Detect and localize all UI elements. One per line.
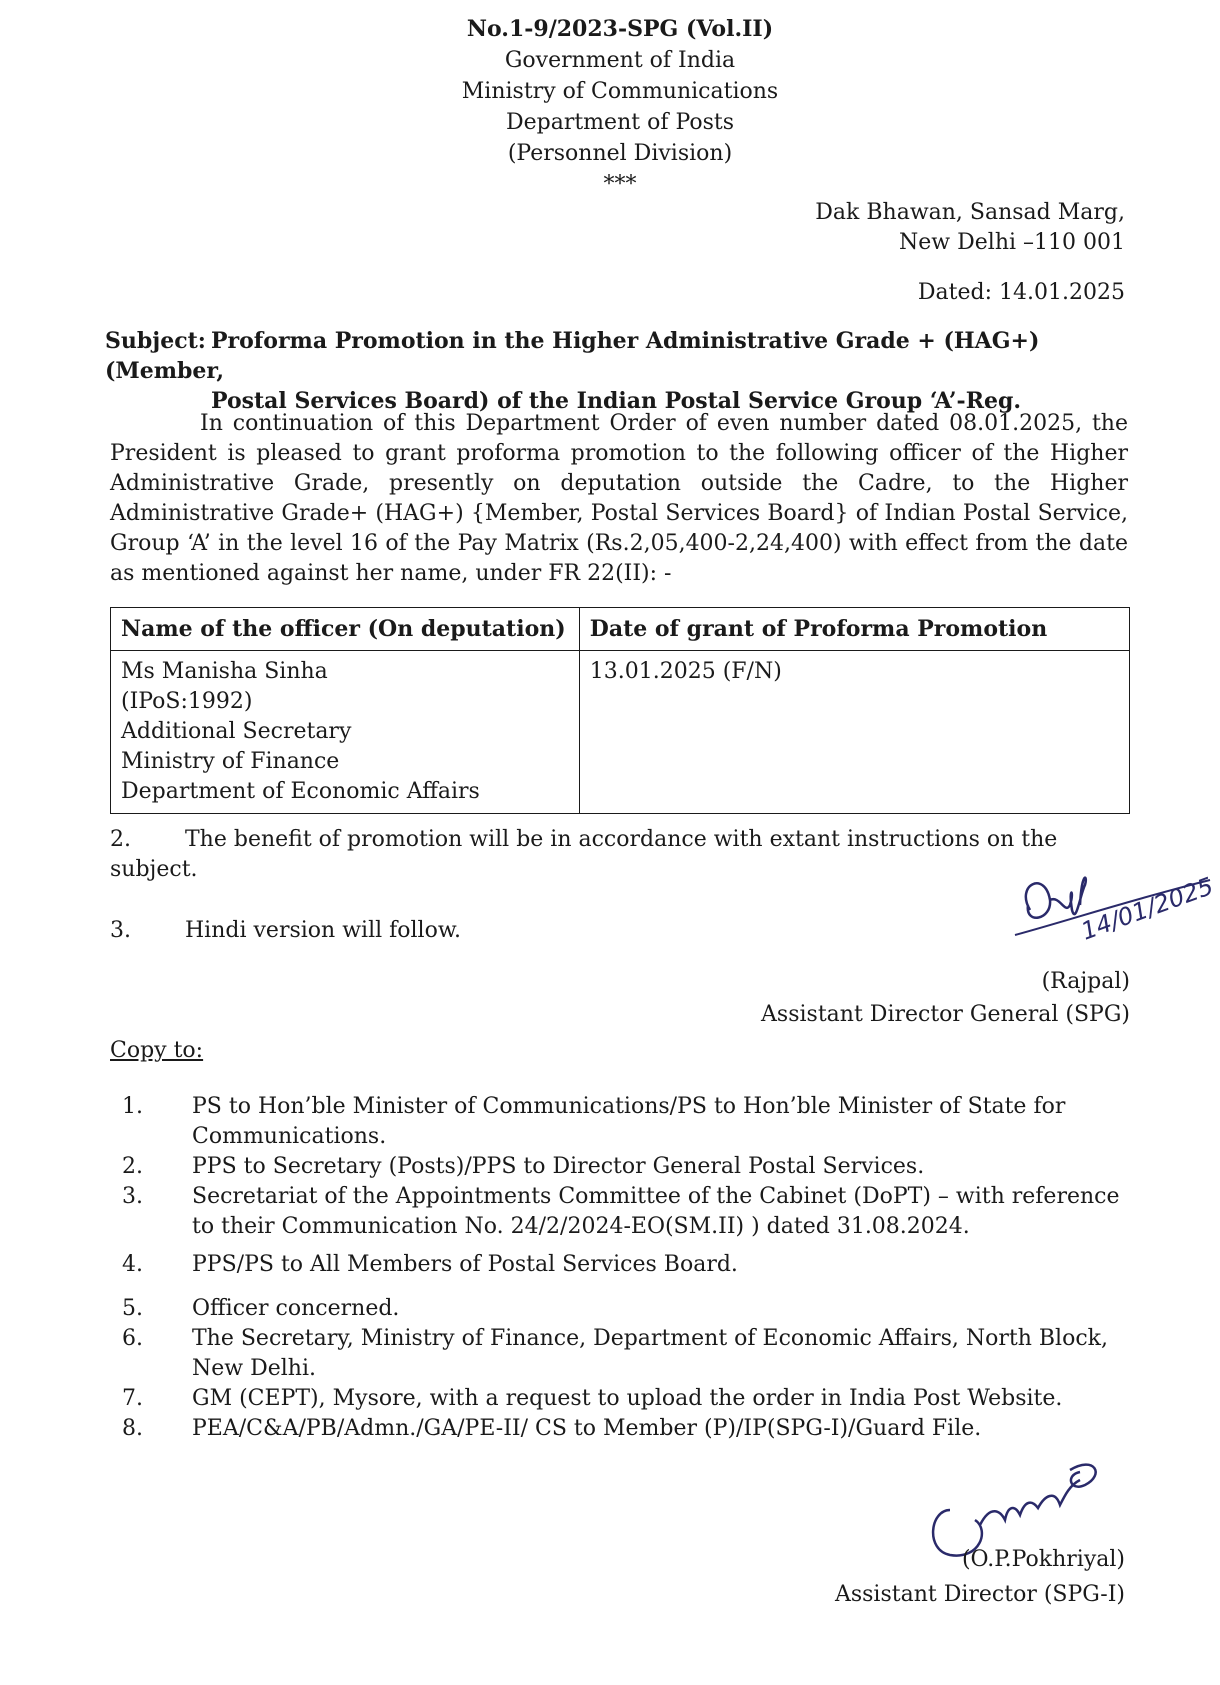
officer-details [111, 651, 580, 814]
paragraph-2-text: The benefit of promotion will be in accordance with extant instructions on the subject. [110, 827, 1058, 882]
officer-post: Additional Secretary [121, 719, 352, 744]
header-ministry: Ministry of Communications [461, 79, 779, 104]
address-line-2: New Delhi –110 001 [899, 230, 1125, 255]
office-address [660, 198, 1125, 258]
copy-list [110, 1092, 1130, 1444]
list-item-text: PS to Hon’ble Minister of Communications/PS to Hon’ble Minister of State for Communications. [192, 1094, 1066, 1149]
file-number: No.1-9/2023-SPG (Vol.II) [466, 16, 774, 42]
paragraph-2 [110, 825, 1110, 885]
officer-name: Ms Manisha Sinha [121, 659, 328, 684]
signature-date: 14/01/2025 [1077, 872, 1218, 946]
signatory-2-name: (O.P.Pokhriyal) [961, 1547, 1125, 1572]
list-item [110, 1414, 1130, 1444]
col-officer-header: Name of the officer (On deputation) [111, 608, 580, 651]
list-item [110, 1384, 1130, 1414]
header-government: Government of India [504, 48, 736, 73]
list-item [110, 1294, 1130, 1324]
col-date-header: Date of grant of Proforma Promotion [579, 608, 1129, 651]
list-item [110, 1324, 1130, 1384]
paragraph-3-text: Hindi version will follow. [185, 918, 462, 943]
promotion-date: 13.01.2025 (F/N) [579, 651, 1129, 814]
copy-to-label: Copy to: [110, 1038, 204, 1063]
officer-table [110, 607, 1130, 814]
list-item-text: Secretariat of the Appointments Committee of the Cabinet (DoPT) – with reference to their Communication No. 24/2/2024-EO(SM.II) ) dated 31.08.2024. [192, 1184, 1120, 1239]
list-item [110, 1152, 1130, 1182]
list-item-number: 5. [122, 1296, 143, 1321]
table-header-row [111, 608, 1130, 651]
paragraph-3 [110, 916, 710, 946]
signatory-1-name: (Rajpal) [1041, 969, 1130, 994]
list-item-text: PEA/C&A/PB/Admn./GA/PE-II/ CS to Member (P)/IP(SPG-I)/Guard File. [192, 1416, 982, 1441]
list-item-number: 6. [122, 1326, 143, 1351]
signatory-1-designation: Assistant Director General (SPG) [761, 1002, 1130, 1027]
list-item-text: The Secretary, Ministry of Finance, Department of Economic Affairs, North Block, New Delhi. [192, 1326, 1108, 1381]
paragraph-2-number: 2. [110, 827, 131, 852]
officer-batch: (IPoS:1992) [121, 689, 253, 714]
list-item-text: PPS/PS to All Members of Postal Services Board. [192, 1252, 738, 1277]
signatory-2-designation: Assistant Director (SPG-I) [834, 1582, 1125, 1607]
list-item-number: 4. [122, 1252, 143, 1277]
signature-rajpal [1010, 865, 1220, 975]
table-row [111, 651, 1130, 814]
list-item-text: Officer concerned. [192, 1296, 400, 1321]
address-line-1: Dak Bhawan, Sansad Marg, [815, 200, 1125, 225]
header-department: Department of Posts [505, 110, 735, 135]
subject-line-2: Postal Services Board) of the Indian Postal Service Group ‘A’-Reg. [211, 388, 1022, 414]
officer-department: Department of Economic Affairs [121, 779, 480, 804]
subject-line-1: Proforma Promotion in the Higher Administrative Grade + (HAG+) (Member, [105, 328, 1040, 384]
list-item-number: 2. [122, 1154, 143, 1179]
officer-ministry: Ministry of Finance [121, 749, 340, 774]
list-item-number: 3. [122, 1184, 143, 1209]
list-item [110, 1250, 1130, 1280]
list-item [110, 1092, 1130, 1152]
list-item-number: 8. [122, 1416, 143, 1441]
paragraph-3-number: 3. [110, 918, 131, 943]
subject-label: Subject: [105, 328, 206, 354]
header-stars: *** [603, 172, 637, 197]
header-division: (Personnel Division) [507, 141, 733, 166]
list-item-text: GM (CEPT), Mysore, with a request to upload the order in India Post Website. [192, 1386, 1063, 1411]
date-line: Dated: 14.01.2025 [917, 280, 1125, 305]
list-item-number: 7. [122, 1386, 143, 1411]
list-item-number: 1. [122, 1094, 143, 1119]
subject [105, 326, 1135, 416]
list-item-text: PPS to Secretary (Posts)/PPS to Director General Postal Services. [192, 1154, 925, 1179]
document-header [300, 14, 940, 200]
paragraph-1: In continuation of this Department Order of even number dated 08.01.2025, the President is pleased to grant proforma promotion to the following officer of the Higher Administrative Grade, presently on deputation outside the Cadre, to the Higher Administrative Grade+ (HAG+) {Member, Postal Services Board} of Indian Postal Service, Group ‘A’ in the level 16 of the Pay Matrix (Rs.2,05,400-2,24,400) with effect from the date as mentioned against her name, under FR 22(II): - [110, 411, 1128, 586]
list-item [110, 1182, 1130, 1242]
